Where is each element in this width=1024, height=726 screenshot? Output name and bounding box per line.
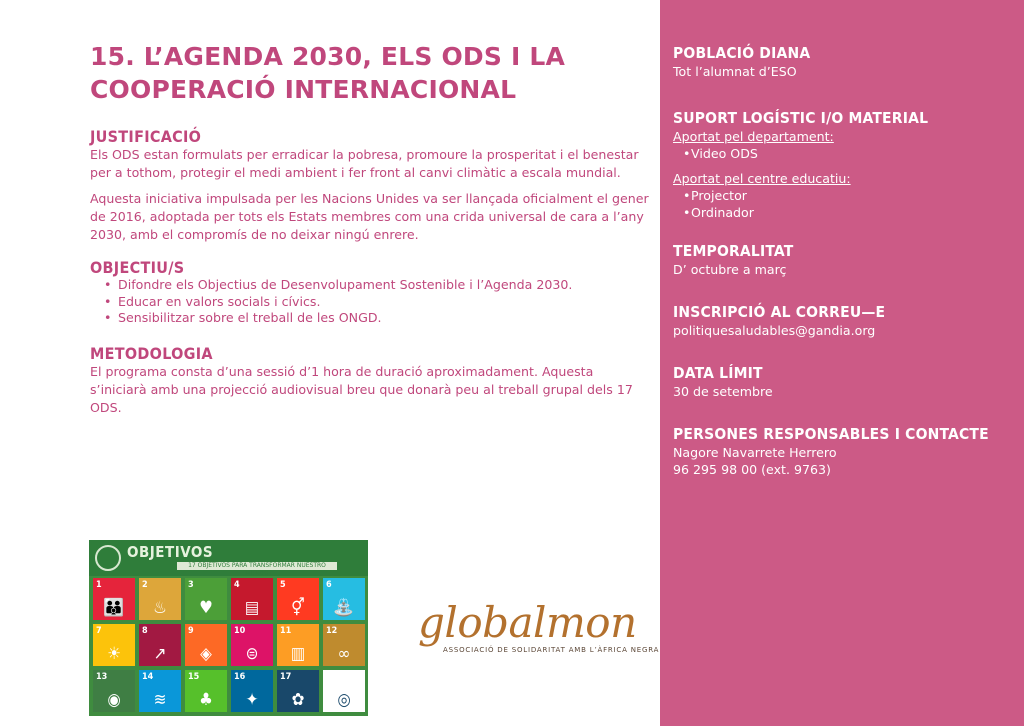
suport-centre-list xyxy=(673,187,1013,221)
sdg-poster-image xyxy=(89,540,368,716)
sdg-tile xyxy=(139,670,181,712)
suport-dept-list xyxy=(673,145,1013,162)
book-icon: ▤ xyxy=(244,598,260,618)
persones-section xyxy=(673,425,1013,478)
sdg-tile xyxy=(93,670,135,712)
sdg-tile-number: 16 xyxy=(234,672,246,682)
email-link[interactable]: politiquesaludables@gandia.org xyxy=(673,323,876,338)
bowl-icon: ♨ xyxy=(153,598,167,618)
sdg-tile-number: 17 xyxy=(280,672,292,682)
list-item: • Ordinador xyxy=(683,204,1013,221)
sdg-tile xyxy=(277,670,319,712)
sdg-wheel-icon: ◎ xyxy=(337,690,351,710)
equality-icon: ⊜ xyxy=(245,644,259,664)
dove-icon: ✦ xyxy=(245,690,259,710)
sdg-tile xyxy=(185,670,227,712)
poblacio-text: Tot l’alumnat d’ESO xyxy=(673,64,797,79)
objectius-section xyxy=(90,259,652,327)
temporalitat-heading: TEMPORALITAT xyxy=(673,242,794,260)
globalmon-logo xyxy=(418,598,660,662)
list-item: • Sensibilitzar sobre el treball de les ONGD. xyxy=(104,310,652,327)
list-item: • Projector xyxy=(683,187,1013,204)
sdg-tile xyxy=(231,578,273,620)
list-item: • Difondre els Objectius de Desenvolupament Sostenible i l’Agenda 2030. xyxy=(104,277,652,294)
un-emblem-icon xyxy=(95,545,121,571)
gender-icon: ⚥ xyxy=(291,598,305,618)
inscripcio-heading: INSCRIPCIÓ AL CORREU—E xyxy=(673,303,886,321)
poster-header xyxy=(89,540,368,576)
suport-centre-label: Aportat pel centre educatiu: xyxy=(673,171,851,186)
poster-subheading: 17 OBJETIVOS PARA TRANSFORMAR NUESTRO MUNDO xyxy=(177,562,337,570)
sdg-tile-number: 14 xyxy=(142,672,154,682)
city-icon: ▥ xyxy=(290,644,306,664)
sdg-tile xyxy=(185,578,227,620)
sdg-tile-number: 10 xyxy=(234,626,246,636)
sdg-tile xyxy=(277,624,319,666)
sdg-tile xyxy=(277,578,319,620)
sdg-tile xyxy=(323,624,365,666)
sdg-tile-number: 8 xyxy=(142,626,148,636)
sdg-tile-number: 7 xyxy=(96,626,102,636)
temporalitat-section xyxy=(673,242,1013,278)
sdg-tile xyxy=(139,578,181,620)
page-title: 15. L’AGENDA 2030, ELS ODS I LA COOPERACIÓ INTERNACIONAL xyxy=(90,42,566,104)
sdg-tiles-grid xyxy=(93,578,365,712)
data-limit-section xyxy=(673,364,1013,400)
suport-dept-label: Aportat pel departament: xyxy=(673,129,834,144)
metodologia-text: El programa consta d’una sessió d’1 hora de duració aproximadament. Aquesta s’iniciarà amb una projecció audiovisual breu que donarà peu al treball grupal dels 17 ODS. xyxy=(90,364,633,415)
justificacio-section xyxy=(90,128,652,244)
sdg-tile-number: 11 xyxy=(280,626,292,636)
objectius-list xyxy=(90,277,652,327)
poster-heading: OBJETIVOS xyxy=(127,543,214,561)
logo-tagline: ASSOCIACIÓ DE SOLIDARITAT AMB L’ÀFRICA NEGRA xyxy=(443,646,660,654)
info-sidebar xyxy=(660,0,1024,726)
sdg-tile-number: 6 xyxy=(326,580,332,590)
sdg-tile-number: 15 xyxy=(188,672,200,682)
heartbeat-icon: ♥ xyxy=(199,598,213,618)
sdg-tile xyxy=(323,578,365,620)
list-item: • Video ODS xyxy=(683,145,1013,162)
eye-icon: ◉ xyxy=(107,690,121,710)
suport-heading: SUPORT LOGÍSTIC I/O MATERIAL xyxy=(673,109,929,127)
sdg-tile xyxy=(323,670,365,712)
water-icon: ⛲ xyxy=(333,598,355,618)
cubes-icon: ◈ xyxy=(200,644,212,664)
contact-phone: 96 295 98 00 (ext. 9763) xyxy=(673,462,831,477)
sdg-tile-number: 4 xyxy=(234,580,240,590)
family-icon: 👪 xyxy=(103,598,125,618)
justificacio-paragraph-2: Aquesta iniciativa impulsada per les Nacions Unides va ser llançada oficialment el gener de 2016, adoptada per tots els Estats membres com una crida universal de cara a l’any 2030, amb el compromís de no deixar ningú enrere. xyxy=(90,191,649,242)
sdg-tile-number: 1 xyxy=(96,580,102,590)
tree-icon: ♣ xyxy=(199,690,213,710)
growth-chart-icon: ↗ xyxy=(153,644,167,664)
metodologia-heading: METODOLOGIA xyxy=(90,344,213,363)
partnership-icon: ✿ xyxy=(291,690,305,710)
fish-icon: ≋ xyxy=(153,690,167,710)
suport-section xyxy=(673,109,1013,221)
sdg-tile-number: 9 xyxy=(188,626,194,636)
poblacio-section xyxy=(673,44,1013,80)
justificacio-paragraph-1: Els ODS estan formulats per erradicar la pobresa, promoure la prosperitat i el benestar per a tothom, protegir el medi ambient i fer front al canvi climàtic a escala mundial. xyxy=(90,147,639,180)
justificacio-heading: JUSTIFICACIÓ xyxy=(90,127,202,146)
contact-name: Nagore Navarrete Herrero xyxy=(673,445,837,460)
data-limit-heading: DATA LÍMIT xyxy=(673,364,763,382)
sun-icon: ☀ xyxy=(107,644,121,664)
persones-heading: PERSONES RESPONSABLES I CONTACTE xyxy=(673,425,989,443)
sdg-tile xyxy=(93,578,135,620)
sdg-tile xyxy=(93,624,135,666)
sdg-tile xyxy=(185,624,227,666)
sdg-tile xyxy=(231,624,273,666)
data-limit-text: 30 de setembre xyxy=(673,384,773,399)
sdg-tile-number: 2 xyxy=(142,580,148,590)
sdg-tile-number: 12 xyxy=(326,626,338,636)
poblacio-heading: POBLACIÓ DIANA xyxy=(673,44,811,62)
inscripcio-section xyxy=(673,303,1013,339)
list-item: • Educar en valors socials i cívics. xyxy=(104,294,652,311)
logo-wordmark: globalmon xyxy=(418,598,637,647)
sdg-tile-number: 13 xyxy=(96,672,108,682)
metodologia-section xyxy=(90,345,652,417)
sdg-tile-number: 5 xyxy=(280,580,286,590)
objectius-heading: OBJECTIU/S xyxy=(90,258,185,277)
infinity-icon: ∞ xyxy=(337,644,351,664)
sdg-tile xyxy=(231,670,273,712)
temporalitat-text: D’ octubre a març xyxy=(673,262,787,277)
sdg-tile-number: 3 xyxy=(188,580,194,590)
sdg-tile xyxy=(139,624,181,666)
